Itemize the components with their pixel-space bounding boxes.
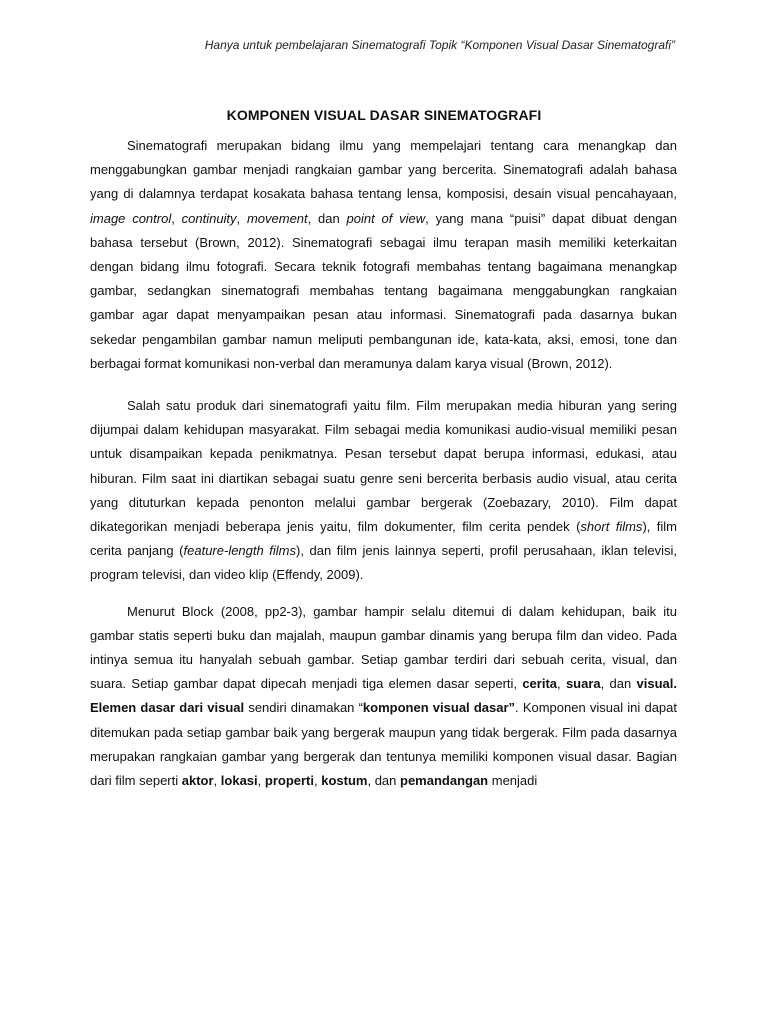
paragraph-3-text: , dan — [600, 676, 637, 692]
document-body — [90, 134, 677, 793]
paragraph-3-text: menjadi — [488, 773, 538, 789]
paragraph-1 — [90, 134, 677, 376]
term-feature-length-films: feature-length films — [183, 543, 297, 559]
paragraph-3-text: sendiri dinamakan “ — [244, 700, 363, 716]
paragraph-2-text: ), dan film jenis lainnya seperti, profil perusahaan, iklan televisi, program televisi, dan video klip (Effendy, 2009). — [90, 543, 677, 583]
term-cerita: cerita — [522, 676, 558, 692]
term-short-films: short films — [580, 519, 643, 535]
term-suara: suara — [565, 676, 601, 692]
term-movement: movement — [246, 210, 308, 226]
paragraph-1-text: , — [236, 210, 247, 226]
term-lokasi: lokasi — [220, 773, 258, 789]
paragraph-3-text: Menurut Block (2008, pp2-3), gambar hampir selalu ditemui di dalam kehidupan, baik itu gambar statis seperti buku dan majalah, maupun gambar dinamis yang berupa film dan video. Pada intinya semua itu hanyalah sebuah gambar. Setiap gambar terdiri dari sebuah cerita, visual, dan suara. Setiap gambar dapat dipecah menjadi tiga elemen dasar seperti, — [90, 603, 677, 692]
paragraph-3 — [90, 600, 677, 794]
paragraph-2-text: Salah satu produk dari sinematografi yaitu film. Film merupakan media hiburan yang sering dijumpai dalam kehidupan masyarakat. Film sebagai media komunikasi audio-visual memiliki pesan untuk disampaikan kepada penikmatnya. Pesan tersebut dapat berupa informasi, edukasi, atau hiburan. Film saat ini diartikan sebagai suatu genre seni bercerita berbasis audio visual, atau cerita yang dituturkan kepada penonton melalui gambar bergerak (Zoebazary, 2010). Film dapat dikategorikan menjadi beberapa jenis yaitu, film dokumenter, film cerita pendek ( — [90, 398, 677, 535]
term-properti: properti — [264, 773, 314, 789]
term-continuity: continuity — [181, 210, 237, 226]
paragraph-1-text: Sinematografi merupakan bidang ilmu yang mempelajari tentang cara menangkap dan menggabungkan gambar menjadi rangkaian gambar yang bercerita. Sinematografi adalah bahasa yang di dalamnya terdapat kosakata bahasa tentang lensa, komposisi, desain visual pencahayaan, — [90, 138, 677, 202]
term-kostum: kostum — [321, 773, 368, 789]
paragraph-3-text: , — [257, 773, 265, 789]
term-visual-elemen-dasar: visual. Elemen dasar dari visual — [90, 676, 677, 716]
term-image-control: image control — [90, 210, 172, 226]
paragraph-3-text: . Komponen visual ini dapat ditemukan pada setiap gambar baik yang bergerak maupun yang tidak bergerak. Film pada dasarnya merupakan rangkaian gambar yang bergerak dan tentunya memiliki komponen visual dasar. Bagian dari film seperti — [90, 700, 677, 789]
paragraph-1-text: , — [171, 210, 182, 226]
paragraph-2-text: ), film cerita panjang ( — [90, 519, 678, 559]
term-pemandangan: pemandangan — [400, 773, 489, 789]
paragraph-1-text: , dan — [307, 210, 347, 226]
paragraph-3-text: , — [557, 676, 566, 692]
paragraph-2 — [90, 394, 677, 588]
term-point-of-view: point of view — [346, 210, 426, 226]
document-title: KOMPONEN VISUAL DASAR SINEMATOGRAFI — [226, 107, 542, 123]
paragraph-1-text: , yang mana “puisi” dapat dibuat dengan bahasa tersebut (Brown, 2012). Sinematografi sebagai ilmu terapan masih memiliki keterkaitan dengan bidang ilmu fotografi. Secara teknik fotografi membahas tentang bagaimana menangkap gambar, sedangkan sinematografi membahas tentang bagaimana menggabungkan rangkaian gambar agar dapat menyampaikan pesan atau informasi. Sinematografi pada dasarnya bukan sekedar pengambilan gambar namun meliputi pembangunan ide, kata-kata, aksi, emosi, tone dan berbagai format komunikasi non-verbal dan meramunya dalam karya visual (Brown, 2012). — [90, 210, 677, 371]
paragraph-3-text: , — [314, 773, 322, 789]
paragraph-3-text: , dan — [367, 773, 400, 789]
term-komponen-visual-dasar: komponen visual dasar” — [362, 700, 516, 716]
term-aktor: aktor — [181, 773, 214, 789]
paragraph-3-text: , — [213, 773, 221, 789]
running-header: Hanya untuk pembelajaran Sinematografi Topik “Komponen Visual Dasar Sinematografi” — [204, 38, 675, 52]
